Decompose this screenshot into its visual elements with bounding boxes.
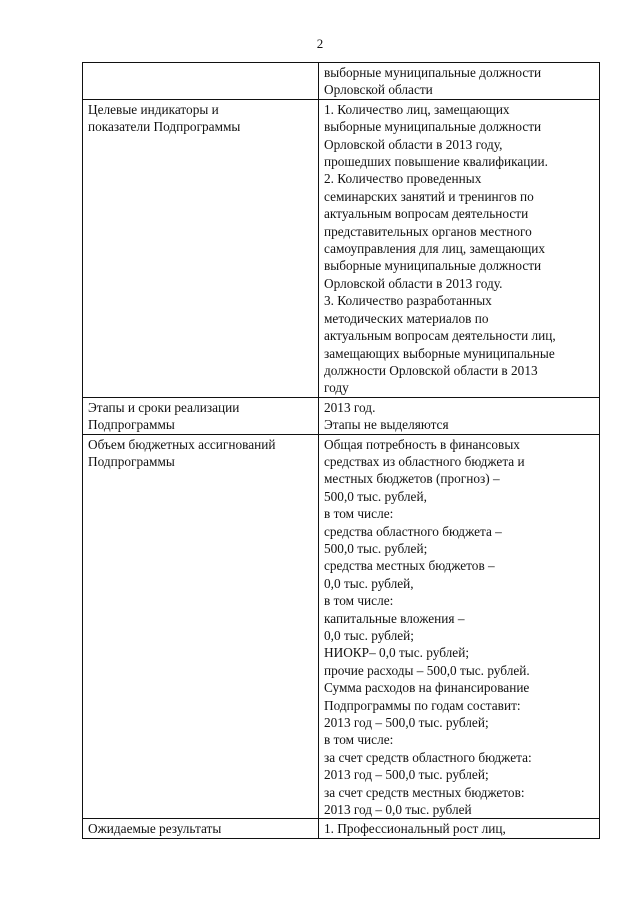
row-value-cell (319, 397, 600, 434)
cell-text-line: Объем бюджетных ассигнований (88, 436, 276, 452)
cell-text-line: представительных органов местного (324, 223, 532, 239)
table-row-budget (83, 434, 600, 819)
cell-text-line: Орловской области в 2013 году. (324, 275, 503, 291)
cell-text-line: Подпрограммы (88, 417, 175, 433)
page-number: 2 (316, 36, 324, 51)
table-row-indicators (83, 99, 600, 397)
cell-text-line: Целевые индикаторы и (88, 101, 219, 117)
row-label-cell (83, 397, 319, 434)
cell-text-line: средства областного бюджета – (324, 523, 502, 539)
cell-text-line: за счет средств местных бюджетов: (324, 784, 525, 800)
cell-text-line: замещающих выборные муниципальные (324, 345, 555, 361)
cell-text-line: Сумма расходов на финансирование (324, 680, 530, 696)
cell-text-line: 2013 год – 0,0 тыс. рублей (324, 802, 472, 818)
cell-text-line: Подпрограммы (88, 453, 175, 469)
subprogram-passport-table (82, 62, 600, 839)
row-value-cell (319, 99, 600, 397)
cell-text-line: НИОКР– 0,0 тыс. рублей; (324, 645, 470, 661)
cell-text-line: году (324, 380, 349, 396)
cell-text-line: должности Орловской области в 2013 (324, 362, 538, 378)
cell-text-line: средствах из областного бюджета и (324, 453, 525, 469)
cell-text-line: 2013 год – 500,0 тыс. рублей; (324, 767, 489, 783)
cell-text-line: 2013 год. (324, 399, 376, 415)
cell-text-line: 2. Количество проведенных (324, 171, 482, 187)
row-value-cell (319, 63, 600, 100)
cell-text-line: актуальным вопросам деятельности (324, 206, 529, 222)
cell-text-line: 3. Количество разработанных (324, 293, 492, 309)
row-label-cell (83, 434, 319, 819)
cell-text-line: выборные муниципальные должности (324, 119, 542, 135)
cell-text-line: показатели Подпрограммы (88, 119, 241, 135)
cell-text-line: Подпрограммы по годам составит: (324, 697, 521, 713)
cell-text-line: Ожидаемые результаты (88, 821, 222, 837)
cell-text-line: прошедших повышение квалификации. (324, 154, 548, 170)
cell-text-line: 1. Количество лиц, замещающих (324, 101, 510, 117)
cell-text-line: Этапы не выделяются (324, 417, 449, 433)
cell-text-line: в том числе: (324, 593, 394, 609)
cell-text-line: 0,0 тыс. рублей; (324, 628, 414, 643)
cell-text-line: методических материалов по (324, 310, 489, 326)
cell-text-line: 2013 год – 500,0 тыс. рублей; (324, 715, 489, 731)
cell-text-line: Этапы и сроки реализации (88, 399, 240, 415)
row-label-cell (83, 99, 319, 397)
table-row-stages (83, 397, 600, 434)
row-label-cell (83, 819, 319, 838)
row-label-cell (83, 63, 319, 100)
cell-text-line: капитальные вложения – (324, 610, 465, 626)
cell-text-line: в том числе: (324, 506, 394, 522)
cell-text-line: семинарских занятий и тренингов по (324, 188, 534, 204)
cell-text-line: выборные муниципальные должности (324, 258, 542, 274)
cell-text-line: прочие расходы – 500,0 тыс. рублей. (324, 662, 530, 678)
cell-text-line: местных бюджетов (прогноз) – (324, 471, 500, 487)
cell-text-line: Орловской области в 2013 году, (324, 136, 503, 152)
cell-text-line: Общая потребность в финансовых (324, 436, 520, 452)
cell-text-line: средства местных бюджетов – (324, 558, 495, 574)
row-value-cell (319, 819, 600, 838)
cell-text-line: в том числе: (324, 732, 394, 748)
cell-text-line: самоуправления для лиц, замещающих (324, 241, 546, 257)
row-value-cell (319, 434, 600, 819)
cell-text-line: 0,0 тыс. рублей, (324, 575, 414, 591)
cell-text-line: 500,0 тыс. рублей; (324, 540, 428, 556)
cell-text-line: 1. Профессиональный рост лиц, (324, 821, 506, 837)
table-row-continuation (83, 63, 600, 100)
cell-text-line: Орловской области (324, 82, 433, 98)
cell-text-line: выборные муниципальные должности (324, 65, 542, 80)
cell-text-line: за счет средств областного бюджета: (324, 749, 532, 765)
cell-text-line: актуальным вопросам деятельности лиц, (324, 328, 556, 344)
table-row-expected-results (83, 819, 600, 838)
cell-text-line: 500,0 тыс. рублей, (324, 488, 427, 504)
